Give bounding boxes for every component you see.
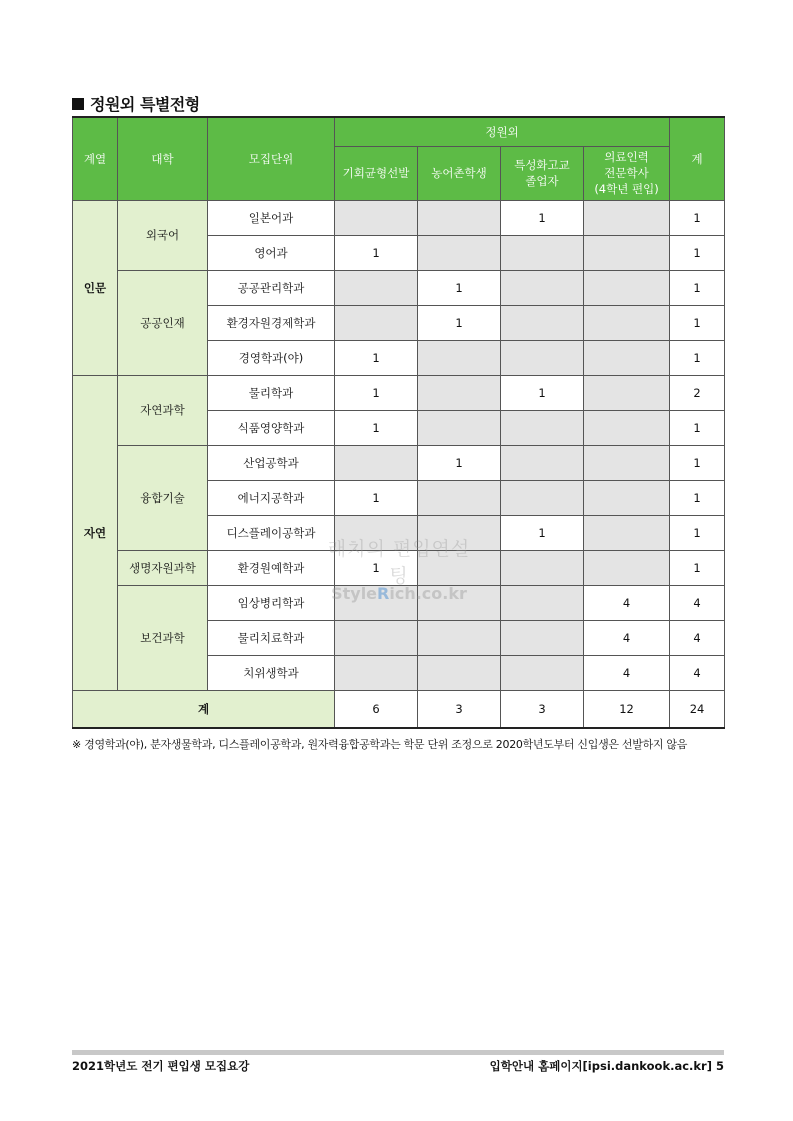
college-convergence-tech: 융합기술 <box>118 445 208 550</box>
value-cell <box>584 305 670 340</box>
row-total: 1 <box>670 200 725 235</box>
row-total: 2 <box>670 375 725 410</box>
college-public-talent: 공공인재 <box>118 270 208 375</box>
header-opportunity-balance: 기회균형선발 <box>335 146 418 200</box>
quota-table <box>72 116 725 729</box>
row-total: 1 <box>670 235 725 270</box>
value-cell: 1 <box>335 550 418 585</box>
dept-cell: 물리학과 <box>208 375 335 410</box>
value-cell <box>584 410 670 445</box>
college-health-science: 보건과학 <box>118 585 208 690</box>
value-cell <box>335 270 418 305</box>
value-cell <box>501 550 584 585</box>
value-cell <box>418 550 501 585</box>
total-value: 6 <box>335 690 418 728</box>
header-medical-associate: 의료인력 전문학사 (4학년 편입) <box>584 146 670 200</box>
value-cell <box>418 375 501 410</box>
value-cell <box>335 620 418 655</box>
footer-title: 2021학년도 전기 편입생 모집요강 <box>72 1059 250 1073</box>
dept-cell: 공공관리학과 <box>208 270 335 305</box>
row-total: 1 <box>670 305 725 340</box>
table-row <box>73 550 725 585</box>
row-total: 1 <box>670 410 725 445</box>
value-cell <box>418 410 501 445</box>
value-cell <box>584 445 670 480</box>
row-total: 1 <box>670 270 725 305</box>
value-cell: 1 <box>501 200 584 235</box>
row-total: 1 <box>670 445 725 480</box>
value-cell <box>501 235 584 270</box>
header-vocational-graduates: 특성화고교 졸업자 <box>501 146 584 200</box>
total-row <box>73 690 725 728</box>
table-row <box>73 200 725 235</box>
dept-cell: 산업공학과 <box>208 445 335 480</box>
row-total: 1 <box>670 480 725 515</box>
value-cell <box>584 235 670 270</box>
dept-cell: 치위생학과 <box>208 655 335 690</box>
value-cell: 1 <box>335 410 418 445</box>
value-cell <box>335 200 418 235</box>
value-cell <box>501 480 584 515</box>
value-cell <box>418 515 501 550</box>
table-row <box>73 445 725 480</box>
group-humanities: 인문 <box>73 200 118 375</box>
value-cell: 4 <box>584 585 670 620</box>
college-natural-science: 자연과학 <box>118 375 208 445</box>
dept-cell: 물리치료학과 <box>208 620 335 655</box>
value-cell <box>418 655 501 690</box>
value-cell <box>501 655 584 690</box>
watermark-url: StyleRich.co.kr <box>331 584 467 603</box>
value-cell <box>501 410 584 445</box>
dept-cell: 에너지공학과 <box>208 480 335 515</box>
value-cell: 1 <box>335 375 418 410</box>
section-heading-text: 정원외 특별전형 <box>90 95 200 114</box>
value-cell <box>335 585 418 620</box>
dept-cell: 임상병리학과 <box>208 585 335 620</box>
value-cell: 1 <box>335 340 418 375</box>
value-cell <box>501 620 584 655</box>
value-cell <box>418 480 501 515</box>
value-cell <box>501 340 584 375</box>
header-unit: 모집단위 <box>208 117 335 200</box>
row-total: 4 <box>670 620 725 655</box>
value-cell <box>501 305 584 340</box>
footer-homepage: 입학안내 홈페이지[ipsi.dankook.ac.kr] 5 <box>489 1059 724 1073</box>
value-cell: 1 <box>335 235 418 270</box>
section-heading <box>72 92 200 115</box>
dept-cell: 일본어과 <box>208 200 335 235</box>
header-total: 계 <box>670 117 725 200</box>
total-label: 계 <box>73 690 335 728</box>
value-cell <box>584 480 670 515</box>
value-cell: 1 <box>501 515 584 550</box>
square-bullet-icon <box>72 98 84 110</box>
dept-cell: 환경자원경제학과 <box>208 305 335 340</box>
value-cell <box>335 655 418 690</box>
value-cell: 1 <box>335 480 418 515</box>
table-row <box>73 585 725 620</box>
value-cell <box>335 515 418 550</box>
value-cell <box>501 585 584 620</box>
dept-cell: 영어과 <box>208 235 335 270</box>
value-cell <box>501 445 584 480</box>
value-cell <box>335 445 418 480</box>
row-total: 4 <box>670 585 725 620</box>
value-cell <box>584 550 670 585</box>
college-life-resources: 생명자원과학 <box>118 550 208 585</box>
value-cell <box>418 235 501 270</box>
dept-cell: 디스플레이공학과 <box>208 515 335 550</box>
total-value: 3 <box>418 690 501 728</box>
dept-cell: 경영학과(야) <box>208 340 335 375</box>
dept-cell: 식품영양학과 <box>208 410 335 445</box>
value-cell: 4 <box>584 655 670 690</box>
table-row <box>73 375 725 410</box>
value-cell: 1 <box>418 305 501 340</box>
total-value: 12 <box>584 690 670 728</box>
row-total: 1 <box>670 550 725 585</box>
value-cell: 4 <box>584 620 670 655</box>
value-cell <box>418 200 501 235</box>
table-row <box>73 270 725 305</box>
value-cell <box>335 305 418 340</box>
header-extra-quota: 정원외 <box>335 117 670 146</box>
footnote: ※ 경영학과(야), 분자생물학과, 디스플레이공학과, 원자력융합공학과는 학문 단위 조정으로 2020학년도부터 신입생은 선발하지 않음 <box>72 738 688 751</box>
row-total: 1 <box>670 340 725 375</box>
group-science: 자연 <box>73 375 118 690</box>
header-college: 대학 <box>118 117 208 200</box>
row-total: 4 <box>670 655 725 690</box>
value-cell <box>584 200 670 235</box>
value-cell <box>584 270 670 305</box>
header-rural-students: 농어촌학생 <box>418 146 501 200</box>
footer-divider <box>72 1050 724 1055</box>
grand-total: 24 <box>670 690 725 728</box>
value-cell <box>501 270 584 305</box>
dept-cell: 환경원예학과 <box>208 550 335 585</box>
value-cell <box>584 340 670 375</box>
value-cell <box>418 585 501 620</box>
college-foreign-languages: 외국어 <box>118 200 208 270</box>
value-cell: 1 <box>418 445 501 480</box>
value-cell <box>418 340 501 375</box>
value-cell <box>584 375 670 410</box>
header-group: 계열 <box>73 117 118 200</box>
watermark-text: 래치의 편입연설팅 <box>327 538 471 587</box>
total-value: 3 <box>501 690 584 728</box>
row-total: 1 <box>670 515 725 550</box>
value-cell: 1 <box>418 270 501 305</box>
value-cell <box>584 515 670 550</box>
value-cell <box>418 620 501 655</box>
value-cell: 1 <box>501 375 584 410</box>
